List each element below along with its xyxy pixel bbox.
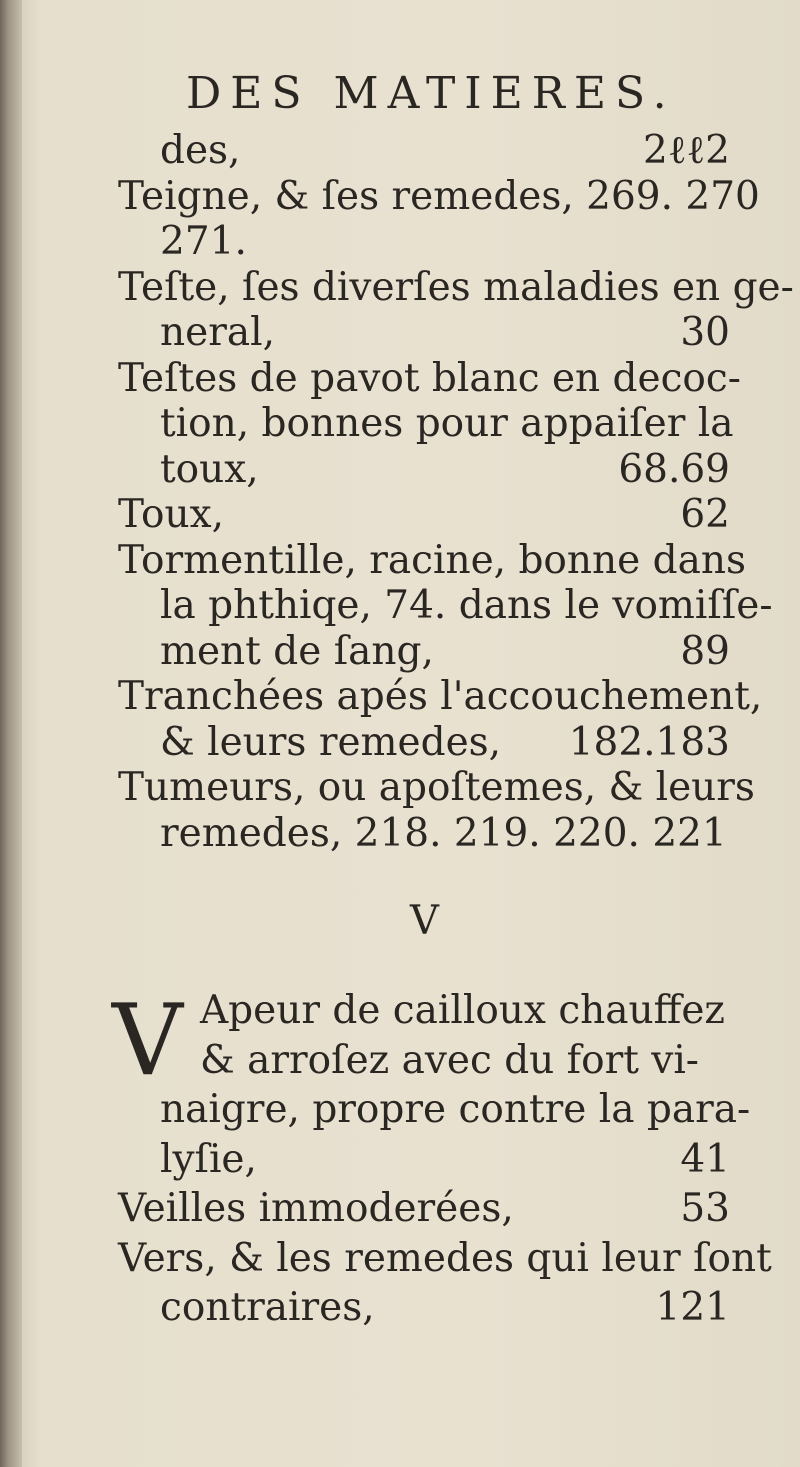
index-entry-line: [0, 720, 800, 766]
entry-page-number: 30: [680, 310, 730, 355]
entry-text: Teſte, ſes diverſes maladies en ge-: [118, 264, 794, 310]
entry-page-number: 182.183: [568, 719, 730, 765]
index-entry-line: [0, 174, 800, 220]
index-entry-line: [0, 538, 800, 584]
index-entry-line: [0, 492, 800, 538]
entry-page-number: 89: [680, 628, 730, 674]
entry-page-number: 41: [680, 1136, 730, 1182]
entry-text: Apeur de cailloux chauffez: [200, 988, 725, 1033]
entry-text: Toux,: [118, 492, 224, 537]
index-entry-line: [0, 356, 800, 402]
index-entry-line: [0, 986, 800, 1036]
index-entry-line: [0, 1135, 800, 1185]
drop-cap: V: [112, 984, 183, 1098]
index-entry-line: [0, 1283, 800, 1333]
entry-page-number: 68.69: [618, 446, 730, 492]
section-letter: V: [410, 898, 439, 944]
entry-text: & leurs remedes,: [160, 719, 502, 765]
index-entry-line: [0, 447, 800, 493]
index-entries-t: [0, 128, 800, 856]
entry-text: des,: [160, 128, 241, 173]
entry-text: tion, bonnes pour appaiſer la: [160, 401, 734, 446]
index-entry-line: [0, 629, 800, 675]
page-header: DES MATIERES.: [186, 68, 676, 119]
index-entry-line: [0, 765, 800, 811]
index-entry-line: [0, 128, 800, 174]
entry-text: la phthiqe, 74. dans le vomiſſe-: [160, 583, 773, 628]
entry-text: toux,: [160, 446, 259, 492]
index-entry-line: [0, 1036, 800, 1086]
index-entry-line: [0, 310, 800, 356]
index-entry-line: [0, 219, 800, 265]
entry-text: naigre, propre contre la para-: [160, 1087, 751, 1132]
entry-text: remedes, 218. 219. 220. 221: [160, 810, 727, 856]
index-entry-line: [0, 674, 800, 720]
entry-text: Tumeurs, ou apoſtemes, & leurs: [118, 765, 755, 810]
entry-text: ment de ſang,: [160, 628, 434, 674]
index-entry-line: [0, 811, 800, 857]
index-entries-v: [0, 986, 800, 1333]
entry-text: neral,: [160, 310, 275, 355]
entry-page-number: 121: [655, 1285, 730, 1330]
entry-page-number: 62: [680, 492, 730, 537]
entry-text: Vers, & les remedes qui leur ſont: [118, 1235, 772, 1281]
entry-text: & arroſez avec du fort vi-: [200, 1037, 699, 1083]
entry-text: Tormentille, racine, bonne dans: [118, 537, 746, 583]
entry-text: Teigne, & ſes remedes, 269. 270: [118, 173, 760, 219]
entry-page-number: 2ℓℓ2: [643, 128, 730, 173]
entry-text: Veilles immoderées,: [118, 1186, 514, 1231]
entry-text: 271.: [160, 219, 247, 264]
entry-page-number: 53: [680, 1186, 730, 1231]
index-entry-line: [0, 265, 800, 311]
entry-text: Teſtes de pavot blanc en decoc-: [118, 355, 741, 401]
entry-text: contraires,: [160, 1285, 375, 1330]
index-entry-line: [0, 401, 800, 447]
index-entry-line: [0, 1234, 800, 1284]
index-entry-line: [0, 583, 800, 629]
entry-text: Tranchées apés l'accouchement,: [118, 674, 763, 719]
index-entry-line: [0, 1184, 800, 1234]
entry-text: lyſie,: [160, 1136, 257, 1182]
index-entry-line: [0, 1085, 800, 1135]
